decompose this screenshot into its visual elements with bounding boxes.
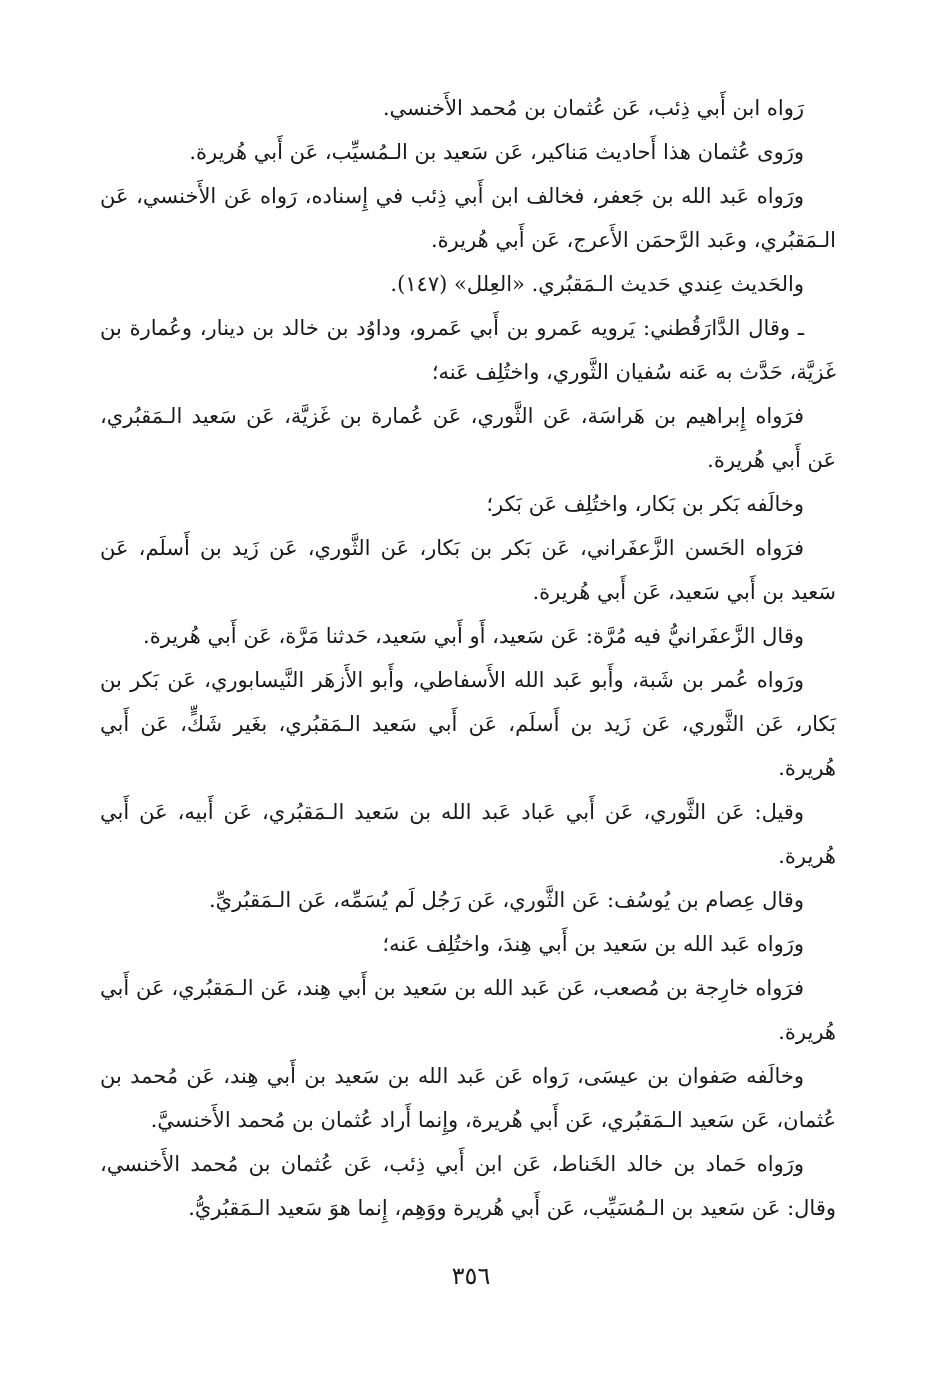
paragraph: ورَواه عُمر بن شَبة، وأَبو عَبد الله الأَسفاطي، وأَبو الأَزهَر النَّيسابوري، عَن بَكر بن بَكار، عَن الثَّوري، عَن زَيد بن أَسلَم، عَن أَبي سَعيد الـمَقبُري، بغَير شَكٍّ، عَن أَبي هُريرة. (100, 668, 836, 780)
paragraph: رَواه ابن أَبي ذِئب، عَن عُثمان بن مُحمد الأَخنسي. (382, 96, 804, 120)
page-number: ٣٥٦ (451, 1262, 491, 1290)
paragraph: وقال الزَّعفَرانيُّ فيه مُرَّة: عَن سَعيد، أَو أَبي سَعيد، حَدثنا مَرَّة، عَن أَبي هُريرة. (143, 624, 804, 648)
paragraph: ورَوى عُثمان هذا أَحاديث مَناكير، عَن سَعيد بن الـمُسيِّب، عَن أَبي هُريرة. (189, 140, 804, 164)
paragraph: وخالَفه بَكر بن بَكار، واختُلِف عَن بَكر؛ (486, 492, 804, 516)
paragraph: فرَواه إِبراهيم بن هَراسَة، عَن الثَّوري، عَن عُمارة بن غَزيَّة، عَن سَعيد الـمَقبُري، عَن أَبي هُريرة. (100, 404, 836, 472)
paragraph: وقال عِصام بن يُوسُف: عَن الثَّوري، عَن رَجُل لَم يُسَمِّه، عَن الـمَقبُريِّ. (208, 888, 804, 912)
paragraph: وخالَفه صَفوان بن عيسَى، رَواه عَن عَبد الله بن سَعيد بن أَبي هِند، عَن مُحمد بن عُثمان، عَن سَعيد الـمَقبُري، عَن أَبي هُريرة، وإِنما أَراد عُثمان بن مُحمد الأَخنسيَّ. (100, 1064, 836, 1132)
paragraph: والحَديث عِندي حَديث الـمَقبُري. «العِلل» (١٤٧). (390, 272, 804, 296)
paragraph: فرَواه خارِجة بن مُصعب، عَن عَبد الله بن سَعيد بن أَبي هِند، عَن الـمَقبُري، عَن أَبي هُريرة. (100, 976, 836, 1044)
paragraph: ورَواه عَبد الله بن جَعفر، فخالف ابن أَبي ذِئب في إِسناده، رَواه عَن الأَخنسي، عَن الـمَقبُري، وعَبد الرَّحمَن الأَعرج، عَن أَبي هُريرة. (100, 184, 836, 252)
paragraph: فرَواه الحَسن الزَّعفَراني، عَن بَكر بن بَكار، عَن الثَّوري، عَن زَيد بن أَسلَم، عَن سَعيد بن أَبي سَعيد، عَن أَبي هُريرة. (100, 536, 836, 604)
paragraph: ورَواه حَماد بن خالد الخَناط، عَن ابن أَبي ذِئب، عَن عُثمان بن مُحمد الأَخنسي، وقال: عَن سَعيد بن الـمُسَيِّب، عَن أَبي هُريرة ووَهِم، إِنما هوَ سَعيد الـمَقبُريُّ. (100, 1152, 836, 1220)
paragraph: وقيل: عَن الثَّوري، عَن أَبي عَباد عَبد الله بن سَعيد الـمَقبُري، عَن أَبيه، عَن أَبي هُريرة. (100, 800, 836, 868)
paragraph: ورَواه عَبد الله بن سَعيد بن أَبي هِندَ، واختُلِف عَنه؛ (382, 932, 804, 956)
page-body (100, 86, 836, 1230)
paragraph: ـ وقال الدَّارَقُطني: يَرويه عَمرو بن أَبي عَمرو، وداوُد بن خالد بن دينار، وعُمارة بن غَزيَّة، حَدَّث به عَنه سُفيان الثَّوري، واختُلِف عَنه؛ (100, 316, 836, 384)
